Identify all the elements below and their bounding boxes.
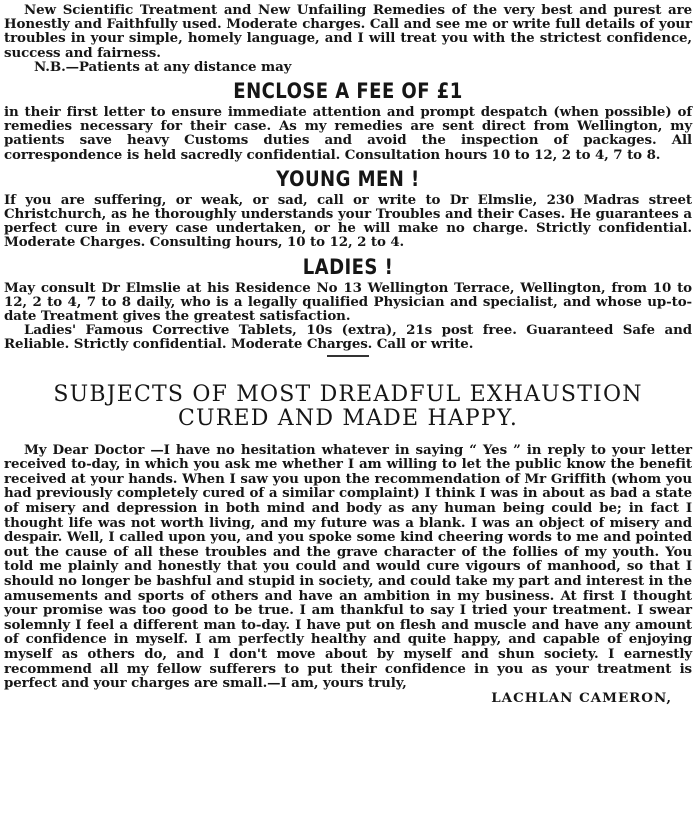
letter-signature: LACHLAN CAMERON,: [491, 689, 672, 706]
testimonial-letter: [4, 443, 692, 706]
intro-paragraph: New Scientific Treatment and New Unfailing Remedies of the very best and purest are Honestly and Faithfully used. Moderate charges. Call and see me or write full details of your troubles in your simple, homely language, and I will treat you with the strictest confidence, success and fairness.: [4, 2, 692, 61]
section-divider: [327, 355, 369, 357]
young-men-paragraph: If you are suffering, or weak, or sad, call or write to Dr Elmslie, 230 Madras street Christchurch, as he thoroughly understands your Troubles and their Cases. He guarantees a perfect cure in every case undertaken, or he will make no charge. Strictly confidential. Moderate Charges. Consulting hours, 10 to 12, 2 to 4.: [4, 191, 692, 251]
ladies-tablets-paragraph: Ladies' Famous Corrective Tablets, 10s (extra), 21s post free. Guaranteed Safe and Reliable. Strictly confidential. Moderate Charges. Call or write.: [4, 322, 692, 353]
testimonial-title: [4, 383, 692, 431]
fee-paragraph: in their first letter to ensure immediate attention and prompt despatch (when possible) of remedies necessary for their case. As my remedies are sent direct from Wellington, my patients save heavy Customs duties and avoid the inspection of packages. All correspondence is held sacredly confidential. Consultation hours 10 to 12, 2 to 4, 7 to 8.: [4, 104, 692, 163]
letter-body: My Dear Doctor —I have no hesitation whatever in saying “ Yes ” in reply to your letter received to-day, in which you ask me whether I am willing to let the public know the benefit received at your hands. When I saw you upon the recommendation of Mr Griffith (whom you had previously completely cured of a similar complaint) I think I was in about as bad a state of misery and depression in both mind and body as any human being could be; in fact I thought life was not worth living, and my future was a blank. I was an object of misery and despair. Well, I called upon you, and you spoke some kind cheering words to me and pointed out the cause of all these troubles and the grave character of the follies of my youth. You told me plainly and honestly that you could and would cure vigours of manhood, so that I should no longer be bashful and stupid in society, and could take my part and interest in the amusements and sports of others and have an ambition in my business. At first I thought your promise was too good to be true. I am thankful to say I tried your treatment. I swear solemnly I feel a different man to-day. I have put on flesh and muscle and have any amount of confidence in myself. I am perfectly healthy and quite happy, and capable of enjoying myself as others do, and I don't move about by myself and shun society. I earnestly recommend all my fellow sufferers to put their confidence in you as your treatment is perfect and your charges are small.—I am, yours truly,: [4, 441, 692, 692]
nb-note: N.B.—Patients at any distance may: [34, 58, 292, 75]
testimonial-title-line-2: CURED AND MADE HAPPY.: [177, 405, 519, 431]
ladies-heading: LADIES !: [302, 254, 394, 279]
testimonial-title-line-1: SUBJECTS OF MOST DREADFUL EXHAUSTION: [53, 381, 643, 407]
ladies-paragraph: May consult Dr Elmslie at his Residence No 13 Wellington Terrace, Wellington, from 10 to 12, 2 to 4, 7 to 8 daily, who is a legally qualified Physician and specialist, and whose up-to-date Treatment gives the greatest satisfaction.: [4, 279, 692, 325]
fee-heading: ENCLOSE A FEE OF £1: [233, 79, 463, 104]
young-men-heading: YOUNG MEN !: [276, 166, 420, 191]
